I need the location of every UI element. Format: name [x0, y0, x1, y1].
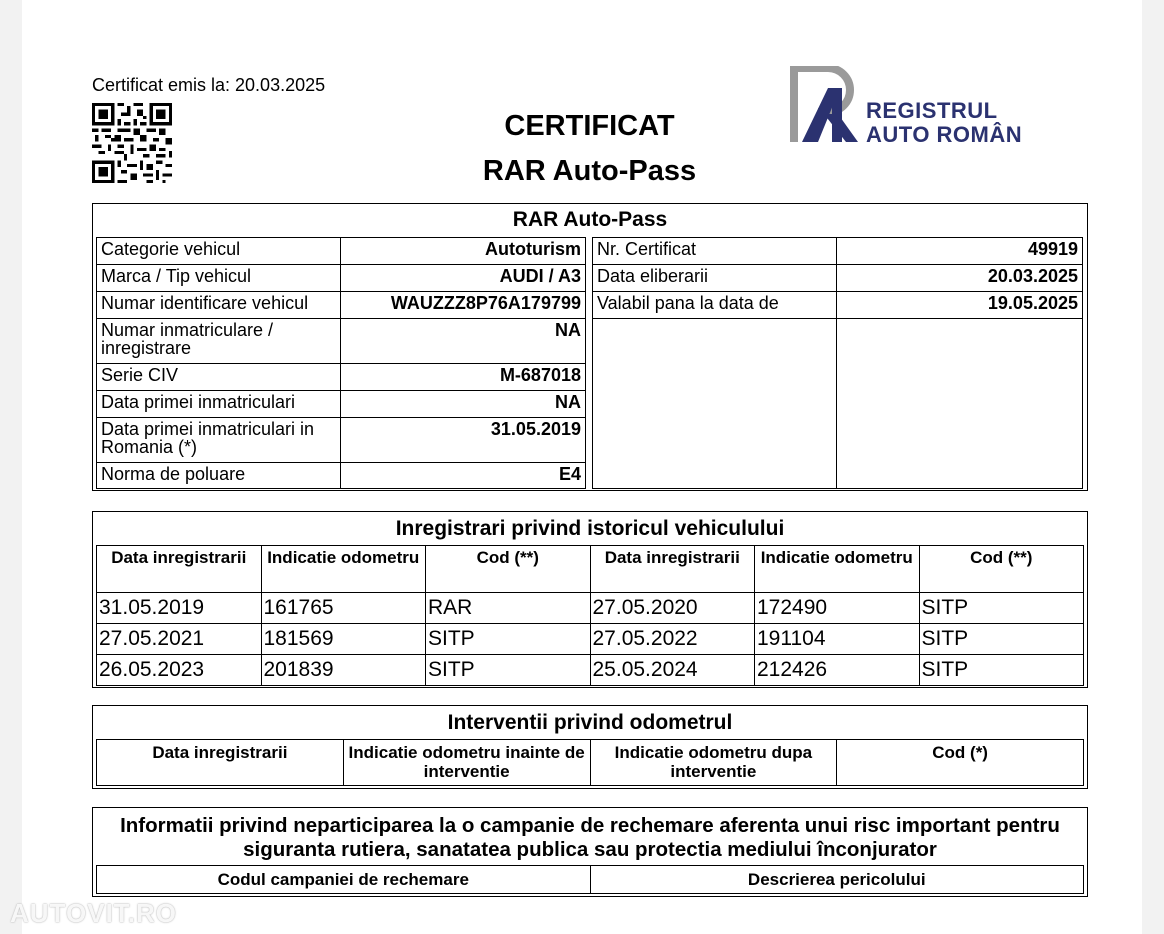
table-row: [97, 593, 1084, 624]
vehicle-info-title: RAR Auto-Pass: [512, 208, 668, 231]
table-cell: 27.05.2020: [590, 593, 755, 624]
table-row: [97, 463, 586, 489]
table-cell: 172490: [755, 593, 920, 624]
column-header: Indicatie odometru inainte de interventie: [343, 740, 590, 786]
rar-logo-text: [866, 99, 1022, 147]
table-row: [97, 624, 1084, 655]
recall-section: [92, 807, 1088, 897]
table-row: [97, 418, 586, 463]
watermark: AUTOVIT.RO: [10, 898, 177, 928]
certificate-info-table: [592, 237, 1083, 489]
field-label: Valabil pana la data de: [593, 292, 837, 319]
table-cell: SITP: [426, 624, 591, 655]
history-table: [96, 545, 1084, 686]
column-header: Data inregistrarii: [97, 546, 262, 593]
field-value: 49919: [837, 238, 1083, 265]
field-label: Categorie vehicul: [97, 238, 341, 265]
table-cell: 191104: [755, 624, 920, 655]
column-header: Cod (**): [426, 546, 591, 593]
table-row: [97, 319, 586, 364]
table-cell: SITP: [919, 593, 1084, 624]
table-cell: 161765: [261, 593, 426, 624]
column-header: Data inregistrarii: [97, 740, 344, 786]
table-cell: 31.05.2019: [97, 593, 262, 624]
odometer-title: Interventii privind odometrul: [447, 711, 733, 734]
field-label: Numar identificare vehicul: [97, 292, 341, 319]
table-row: [593, 292, 1083, 319]
logo-text-line2: AUTO ROMÂN: [866, 122, 1023, 147]
field-label: Data primei inmatriculari: [97, 391, 341, 418]
field-value: M-687018: [341, 364, 586, 391]
table-cell: 201839: [261, 655, 426, 686]
table-row: [97, 265, 586, 292]
empty-cell: [837, 319, 1083, 489]
table-cell: 27.05.2021: [97, 624, 262, 655]
recall-title: Informatii privind neparticiparea la o campanie de rechemare aferenta unui risc important pentru siguranta rutiera, sanatatea publica sau protectia mediului înconjurator: [120, 814, 1060, 861]
table-cell: 181569: [261, 624, 426, 655]
field-value: Autoturism: [341, 238, 586, 265]
table-header-row: [97, 866, 1084, 894]
table-row: [593, 319, 1083, 489]
table-row: [97, 238, 586, 265]
table-cell: SITP: [919, 624, 1084, 655]
table-row: [97, 292, 586, 319]
table-cell: RAR: [426, 593, 591, 624]
table-header-row: [97, 546, 1084, 593]
column-header: Codul campaniei de rechemare: [97, 866, 591, 894]
odometer-table: [96, 739, 1084, 786]
field-value: 20.03.2025: [837, 265, 1083, 292]
column-header: Indicatie odometru: [755, 546, 920, 593]
field-value: NA: [341, 391, 586, 418]
field-label: Data eliberarii: [593, 265, 837, 292]
field-value: E4: [341, 463, 586, 489]
table-cell: SITP: [426, 655, 591, 686]
certificate-title: CERTIFICAT: [504, 110, 675, 142]
column-header: Indicatie odometru dupa interventie: [590, 740, 837, 786]
table-row: [97, 364, 586, 391]
table-cell: 212426: [755, 655, 920, 686]
table-cell: 27.05.2022: [590, 624, 755, 655]
column-header: Cod (**): [919, 546, 1084, 593]
recall-table: [96, 865, 1084, 894]
table-cell: SITP: [919, 655, 1084, 686]
odometer-section: [92, 705, 1088, 789]
table-cell: 26.05.2023: [97, 655, 262, 686]
field-label: Serie CIV: [97, 364, 341, 391]
field-label: Data primei inmatriculari in Romania (*): [97, 418, 341, 463]
certificate-subtitle: RAR Auto-Pass: [482, 155, 697, 187]
table-row: [97, 655, 1084, 686]
field-value: WAUZZZ8P76A179799: [341, 292, 586, 319]
field-value: AUDI / A3: [341, 265, 586, 292]
column-header: Data inregistrarii: [590, 546, 755, 593]
table-header-row: [97, 740, 1084, 786]
field-label: Norma de poluare: [97, 463, 341, 489]
table-row: [593, 238, 1083, 265]
vehicle-info-section: [92, 203, 1088, 491]
column-header: Cod (*): [837, 740, 1084, 786]
issue-date-text: Certificat emis la: 20.03.2025: [92, 75, 326, 95]
empty-cell: [593, 319, 837, 489]
logo-text-line1: REGISTRUL: [866, 98, 998, 123]
column-header: Indicatie odometru: [261, 546, 426, 593]
history-section: [92, 511, 1088, 688]
history-title: Inregistrari privind istoricul vehiculului: [395, 517, 785, 540]
table-row: [97, 391, 586, 418]
field-label: Numar inmatriculare / inregistrare: [97, 319, 341, 364]
column-header: Descrierea pericolului: [590, 866, 1084, 894]
table-cell: 25.05.2024: [590, 655, 755, 686]
table-row: [593, 265, 1083, 292]
vehicle-info-table: [96, 237, 586, 489]
field-value: 19.05.2025: [837, 292, 1083, 319]
field-value: NA: [341, 319, 586, 364]
field-label: Marca / Tip vehicul: [97, 265, 341, 292]
field-label: Nr. Certificat: [593, 238, 837, 265]
field-value: 31.05.2019: [341, 418, 586, 463]
